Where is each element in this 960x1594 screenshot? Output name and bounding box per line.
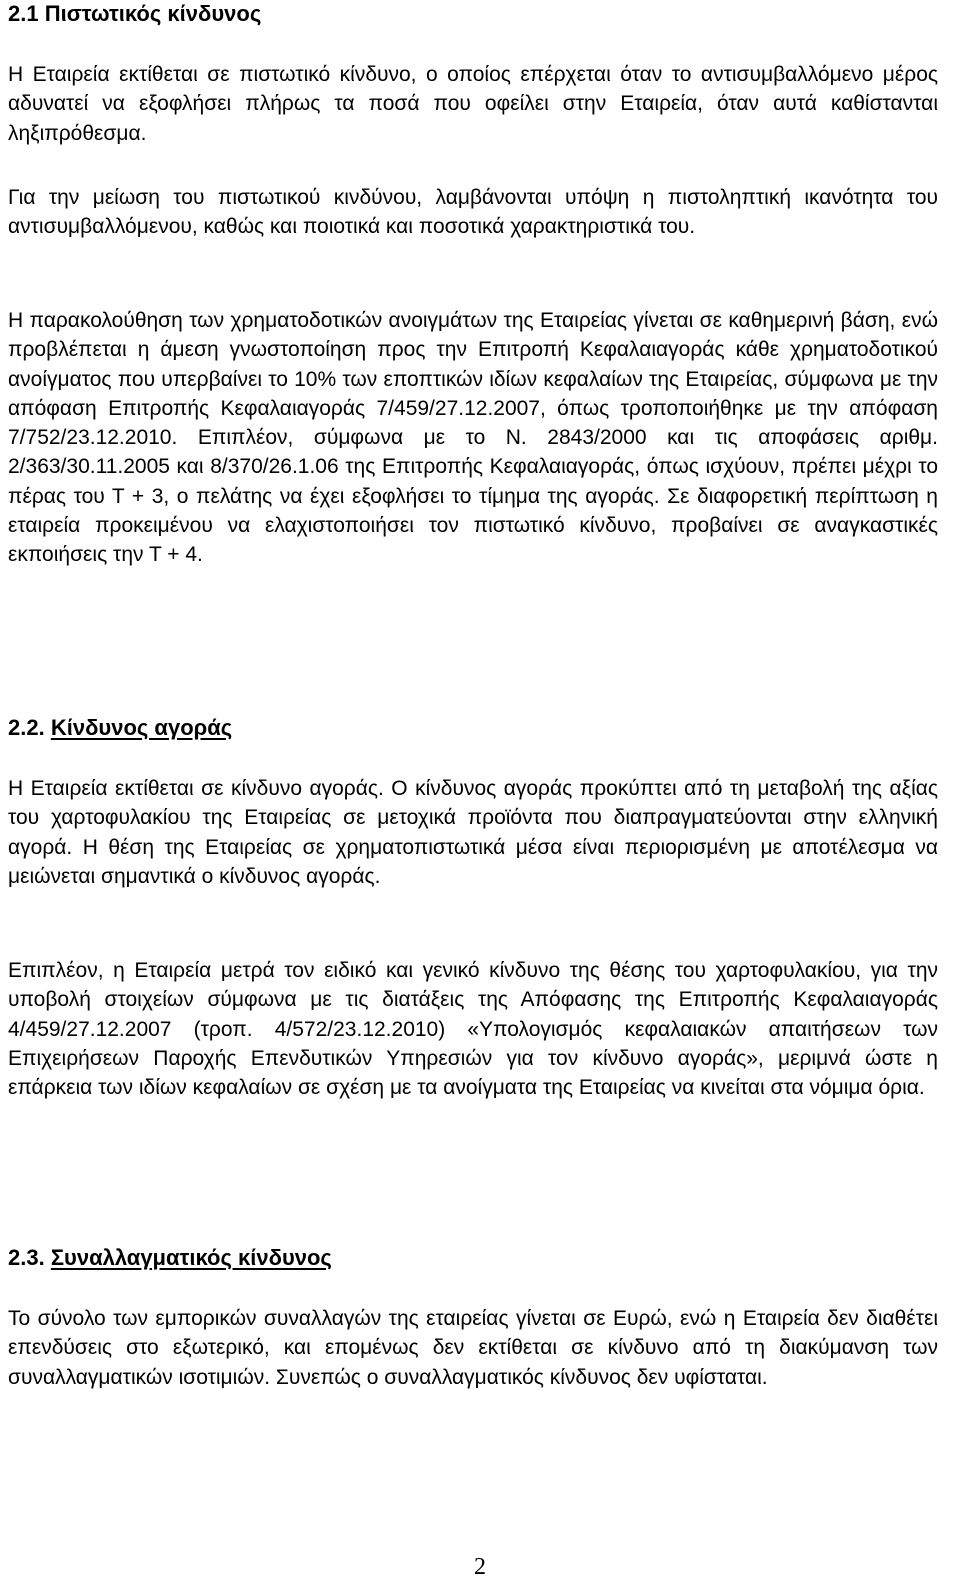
paragraph: Για την μείωση του πιστωτικού κινδύνου, λαμβάνονται υπόψη η πιστοληπτική ικανότητα του αντισυμβαλλόμενου, καθώς και ποιοτικά και ποσοτικά χαρακτηριστικά του. (8, 186, 938, 239)
paragraph: Το σύνολο των εμπορικών συναλλαγών της εταιρείας γίνεται σε Ευρώ, ενώ η Εταιρεία δεν διαθέτει επενδύσεις στο εξωτερικό, και επομένως δεν εκτίθεται σε κίνδυνο από τη διακύμανση των συναλλαγματικών ισοτιμιών. Συνεπώς ο συναλλαγματικός κίνδυνος δεν υφίσταται. (8, 1307, 938, 1389)
section-heading-fx-risk (8, 1243, 332, 1272)
section-number: 2.1 (8, 1, 39, 26)
paragraph: Επιπλέον, η Εταιρεία μετρά τον ειδικό και γενικό κίνδυνο της θέσης του χαρτοφυλακίου, για την υποβολή στοιχείων σύμφωνα με τις διατάξεις της Απόφασης της Επιτροπής Κεφαλαιαγοράς 4/459/27.12.2007 (τροπ. 4/572/23.12.2010) «Υπολογισμός κεφαλαιακών απαιτήσεων των Επιχειρήσεων Παροχής Επενδυτικών Υπηρεσιών για τον κίνδυνο αγοράς», μεριμνά ώστε η επάρκεια των ιδίων κεφαλαίων σε σχέση με τα ανοίγματα της Εταιρείας να κινείται στα νόμιμα όρια. (8, 959, 938, 1100)
section-title: Κίνδυνος αγοράς (50, 715, 233, 740)
section-heading-market-risk (8, 713, 232, 742)
paragraph: Η Εταιρεία εκτίθεται σε κίνδυνο αγοράς. Ο κίνδυνος αγοράς προκύπτει από τη μεταβολή της αξίας του χαρτοφυλακίου της Εταιρείας σε μετοχικά προϊόντα που διαπραγματεύονται στην ελληνική αγορά. Η θέση της Εταιρείας σε χρηματοπιστωτικά μέσα είναι περιορισμένη με αποτέλεσμα να μειώνεται σημαντικά ο κίνδυνος αγοράς. (8, 777, 938, 888)
section-number: 2.2. (8, 715, 45, 740)
section-number: 2.3. (8, 1245, 45, 1270)
paragraph: Η Εταιρεία εκτίθεται σε πιστωτικό κίνδυνο, ο οποίος επέρχεται όταν το αντισυμβαλλόμενο μέρος αδυνατεί να εξοφλήσει πλήρως τα ποσά που οφείλει στην Εταιρεία, όταν αυτά καθίστανται ληξιπρόθεσμα. (8, 63, 938, 145)
page-number: 2 (474, 1554, 486, 1580)
section-title: Πιστωτικός κίνδυνος (44, 1, 262, 26)
section-heading-credit-risk (8, 0, 261, 28)
section-title: Συναλλαγματικός κίνδυνος (50, 1245, 332, 1270)
paragraph: Η παρακολούθηση των χρηματοδοτικών ανοιγμάτων της Εταιρείας γίνεται σε καθημερινή βάση, ενώ προβλέπεται η άμεση γνωστοποίηση προς την Επιτροπή Κεφαλαιαγοράς κάθε χρηματοδοτικού ανοίγματος που υπερβαίνει το 10% των εποπτικών ιδίων κεφαλαίων της Εταιρείας, σύμφωνα με την απόφαση Επιτροπής Κεφαλαιαγοράς 7/459/27.12.2007, όπως τροποποιήθηκε με την απόφαση 7/752/23.12.2010. Επιπλέον, σύμφωνα με το Ν. 2843/2000 και τις αποφάσεις αριθμ. 2/363/30.11.2005 και 8/370/26.1.06 της Επιτροπής Κεφαλαιαγοράς, όπως ισχύουν, πρέπει μέχρι το πέρας του Τ + 3, ο πελάτης να έχει εξοφλήσει το τίμημα της αγοράς. Σε διαφορετική περίπτωση η εταιρεία προκειμένου να ελαχιστοποιήσει τον πιστωτικό κίνδυνο, προβαίνει σε αναγκαστικές εκποιήσεις την Τ + 4. (8, 309, 938, 567)
